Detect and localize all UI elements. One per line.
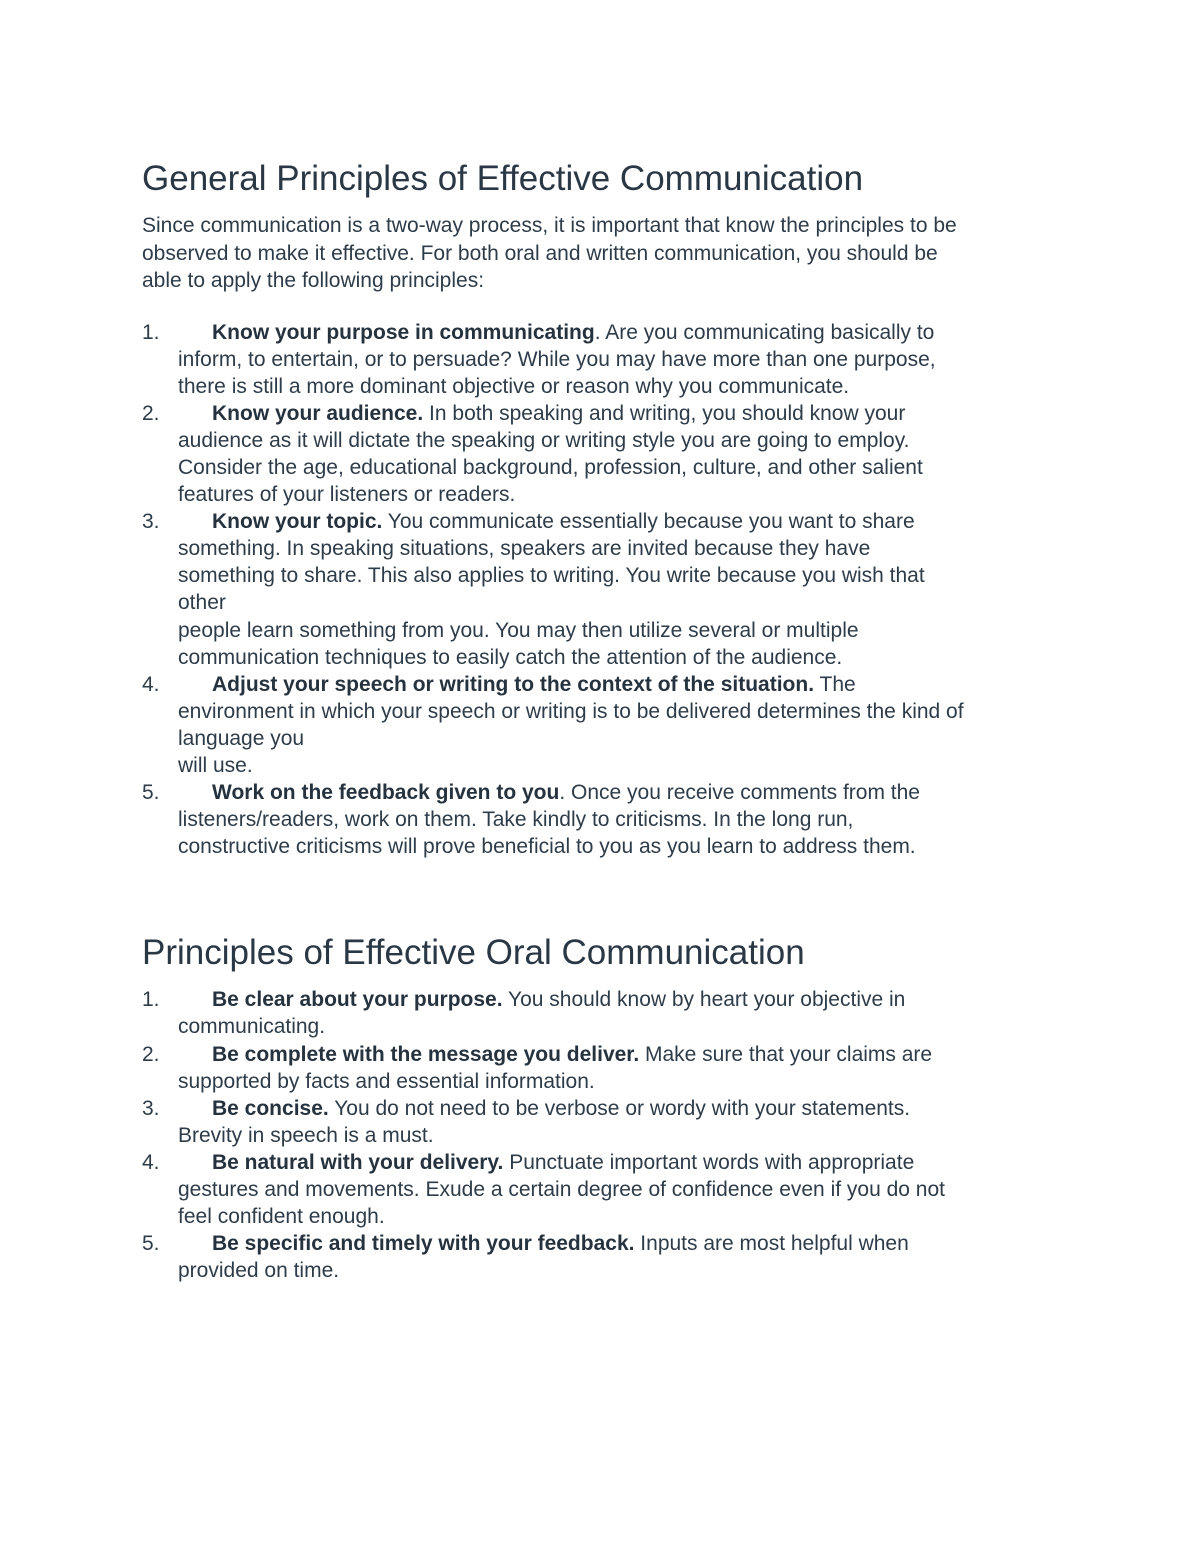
item-text: people learn something from you. You may then utilize several or multiple <box>178 618 859 642</box>
item-number: 1. <box>142 988 160 1012</box>
item-text: constructive criticisms will prove beneficial to you as you learn to address them. <box>178 835 916 859</box>
item-text: audience as it will dictate the speaking or writing style you are going to employ. <box>178 428 910 452</box>
item-number: 1. <box>142 320 160 344</box>
item-number: 3. <box>142 1096 160 1120</box>
item-bold-lead: Know your audience. <box>212 401 424 425</box>
list-item <box>142 1041 1072 1095</box>
item-number: 3. <box>142 510 160 534</box>
item-text: inform, to entertain, or to persuade? While you may have more than one purpose, <box>178 347 936 371</box>
list-item <box>142 508 1072 671</box>
item-text: communicating. <box>178 1015 326 1039</box>
item-number: 5. <box>142 781 160 805</box>
item-text: gestures and movements. Exude a certain degree of confidence even if you do not <box>178 1178 945 1202</box>
item-text: provided on time. <box>178 1259 340 1283</box>
list-item <box>142 400 1072 508</box>
item-text: In both speaking and writing, you should know your <box>423 401 906 425</box>
item-text: You communicate essentially because you want to share <box>382 510 915 534</box>
list-item <box>142 1095 1072 1149</box>
item-text: environment in which your speech or writing is to be delivered determines the kind of <box>178 699 964 723</box>
item-number: 4. <box>142 1150 160 1174</box>
general-principles-list <box>142 319 1072 861</box>
list-item <box>142 319 1072 400</box>
item-text: Make sure that your claims are <box>639 1042 933 1066</box>
intro-line: observed to make it effective. For both oral and written communication, you should be <box>142 241 938 265</box>
item-text: something to share. This also applies to writing. You write because you wish that <box>178 564 925 588</box>
item-text: You should know by heart your objective in <box>502 988 906 1012</box>
item-text: will use. <box>178 754 253 777</box>
item-text: listeners/readers, work on them. Take kindly to criticisms. In the long run, <box>178 808 854 832</box>
list-item <box>142 986 1072 1040</box>
item-text: communication techniques to easily catch the attention of the audience. <box>178 645 843 669</box>
item-bold-lead: Know your purpose in communicating <box>212 320 595 344</box>
item-bold-lead: Be concise. <box>212 1096 329 1120</box>
document-content <box>142 158 1072 1284</box>
section-heading-general: General Principles of Effective Communication <box>142 159 864 198</box>
item-bold-lead: Work on the feedback given to you <box>212 781 560 805</box>
item-number: 5. <box>142 1232 160 1256</box>
item-text: features of your listeners or readers. <box>178 483 516 507</box>
item-text: Brevity in speech is a must. <box>178 1123 434 1147</box>
item-number: 2. <box>142 401 160 425</box>
item-bold-lead: Know your topic. <box>212 510 383 534</box>
item-text: other <box>178 591 226 615</box>
list-item <box>142 779 1072 860</box>
item-text: You do not need to be verbose or wordy with your statements. <box>328 1096 911 1120</box>
list-item <box>142 671 1072 779</box>
item-bold-lead: Adjust your speech or writing to the context of the situation. <box>212 672 815 696</box>
item-bold-lead: Be clear about your purpose. <box>212 988 503 1012</box>
item-text: there is still a more dominant objective or reason why you communicate. <box>178 374 850 398</box>
item-number: 2. <box>142 1042 160 1066</box>
oral-principles-list <box>142 986 1072 1284</box>
item-text: language you <box>178 726 305 750</box>
list-item <box>142 1230 1072 1284</box>
item-bold-lead: Be complete with the message you deliver. <box>212 1042 640 1066</box>
intro-line: able to apply the following principles: <box>142 269 485 292</box>
item-text: . Are you communicating basically to <box>594 320 935 344</box>
item-text: feel confident enough. <box>178 1205 385 1229</box>
section-heading-oral: Principles of Effective Oral Communication <box>142 933 805 973</box>
item-bold-lead: Be natural with your delivery. <box>212 1150 504 1174</box>
item-text: . Once you receive comments from the <box>559 781 920 805</box>
item-text: something. In speaking situations, speakers are invited because they have <box>178 537 871 561</box>
intro-line: Since communication is a two-way process, it is important that know the principles to be <box>142 214 957 237</box>
item-text: The <box>814 672 856 696</box>
item-text: supported by facts and essential information. <box>178 1069 595 1093</box>
item-bold-lead: Be specific and timely with your feedback. <box>212 1232 635 1256</box>
item-text: Punctuate important words with appropriate <box>503 1150 915 1174</box>
item-text: Consider the age, educational background, profession, culture, and other salient <box>178 455 923 479</box>
item-number: 4. <box>142 672 160 696</box>
item-text: Inputs are most helpful when <box>634 1232 909 1256</box>
list-item <box>142 1149 1072 1230</box>
intro-paragraph <box>142 212 1072 295</box>
